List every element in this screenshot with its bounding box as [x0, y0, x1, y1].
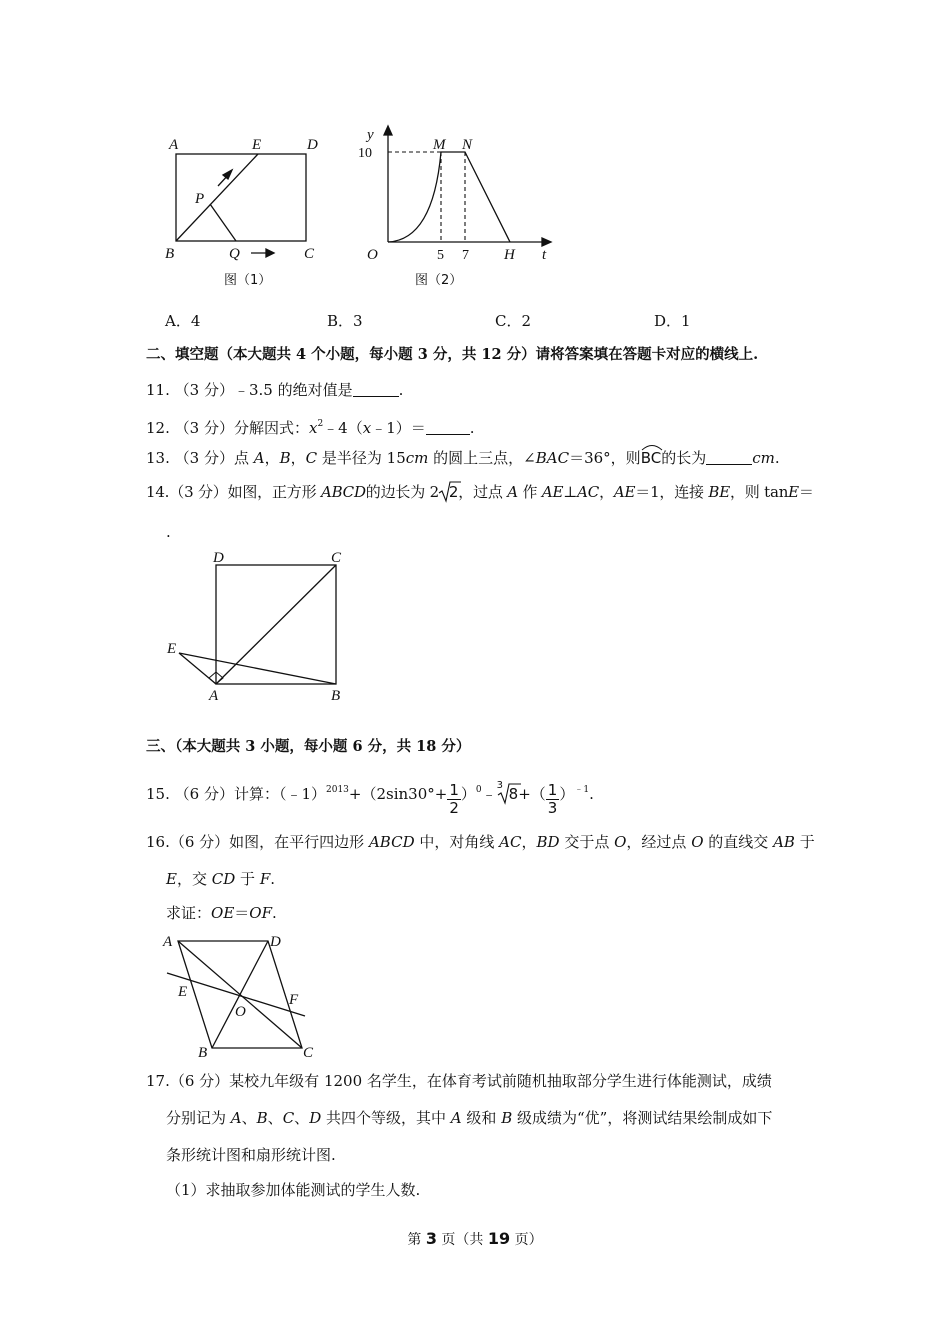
fig2-label-m: M	[433, 137, 446, 153]
fig1-label-p: P	[195, 191, 205, 207]
fig4-label-e: E	[178, 984, 188, 1000]
question-16-line-2: E，交 CD 于 F.	[166, 870, 276, 888]
page-number: 3	[425, 1229, 437, 1248]
fig4-label-a: A	[163, 934, 173, 950]
figure-1	[160, 130, 340, 290]
arc-bc: BC	[641, 448, 662, 468]
fig2-axis-t: t	[542, 247, 547, 263]
fig2-dashes	[388, 152, 465, 242]
fig2-axis-y: y	[367, 127, 374, 143]
fraction-one-half: $\frac{1}{2}$	[449, 781, 459, 817]
fig3-label-c: C	[331, 550, 342, 566]
fig1-label-b: B	[165, 246, 175, 262]
fig4-label-b: B	[198, 1045, 208, 1061]
section-2-header: 二、填空题（本大题共 4 个小题，每小题 3 分，共 12 分）请将答案填在答题卡对应的横线上.	[146, 346, 759, 363]
fig2-caption: 图（2）	[415, 273, 463, 288]
fig1-label-e: E	[252, 137, 262, 153]
fraction-one-third: $\frac{1}{3}$	[547, 781, 558, 817]
option-value: 2	[521, 312, 532, 330]
fig2-tick-7: 7	[462, 248, 469, 263]
fig4-label-c: C	[303, 1045, 314, 1061]
fig1-arrow-q	[251, 249, 274, 257]
section-3-header: 三、（本大题共 3 小题，每小题 6 分，共 18 分）	[146, 738, 471, 755]
option-letter: A．	[165, 312, 191, 330]
fig2-label-n: N	[462, 137, 473, 153]
option-value: 3	[353, 312, 363, 330]
fig4-label-f: F	[289, 992, 299, 1008]
figure-4	[160, 928, 320, 1063]
page-total: 19	[487, 1229, 511, 1248]
q10-option-d[interactable]	[654, 311, 691, 331]
fig4-label-d: D	[270, 934, 281, 950]
option-letter: B．	[327, 312, 354, 330]
question-14-blank-line[interactable]: .	[166, 523, 171, 541]
question-17-line-3: 条形统计图和扇形统计图.	[166, 1146, 336, 1164]
fig2-curve	[388, 152, 510, 242]
question-14: 14.（3 分）如图，正方形 ABCD的边长为 2 2，过点 A 作 AE⊥AC，AE＝1，连接 BE，则 tanE＝	[146, 483, 814, 501]
answer-blank[interactable]	[426, 420, 470, 435]
option-value: 1	[681, 312, 691, 330]
fig1-caption: 图（1）	[224, 273, 272, 288]
fig4-shape	[167, 941, 305, 1048]
cube-root-8: 3 8	[497, 784, 519, 804]
fig3-label-d: D	[213, 550, 224, 566]
q10-option-b[interactable]	[327, 311, 363, 331]
fig1-label-d: D	[307, 137, 318, 153]
fig1-label-q: Q	[229, 246, 240, 262]
answer-blank[interactable]	[706, 450, 752, 465]
fig2-label-h: H	[504, 247, 515, 263]
question-16-prove: 求证：OE＝OF.	[166, 904, 277, 922]
question-11: 11. （3 分）﹣3.5 的绝对值是 .	[146, 381, 404, 399]
question-15: 15. （6 分）计算：（﹣1）$^{2013}$+（2sin30°+ $\frac{1}{2}$ ）$^0$﹣ 3 8+（ $\frac{1}{3}$ ）$^{﹣1}$.	[146, 780, 594, 817]
figure-2	[355, 122, 565, 292]
fig3-label-e: E	[167, 641, 177, 657]
figure-3	[165, 548, 355, 703]
question-12: 12. （3 分）分解因式：$x^2﹣4(x﹣1)=$ .	[146, 419, 475, 437]
question-17-line-2: 分别记为 A、B、C、D 共四个等级，其中 A 级和 B 级成绩为“优”，将测试结果绘制成如下	[166, 1109, 773, 1127]
option-letter: D．	[654, 312, 682, 330]
fig2-origin: O	[367, 247, 378, 263]
fig2-tick-10: 10	[358, 146, 372, 161]
question-17: 17.（6 分）某校九年级有 1200 名学生，在体育考试前随机抽取部分学生进行体能测试，成绩	[146, 1072, 772, 1090]
sqrt-2: 2	[439, 482, 458, 502]
fig3-label-a: A	[209, 688, 219, 704]
question-17-sub-1: （1）求抽取参加体能测试的学生人数.	[166, 1181, 421, 1199]
fig3-label-b: B	[331, 688, 341, 704]
answer-blank[interactable]	[353, 382, 399, 397]
fig3-shape	[179, 565, 336, 684]
q10-option-a[interactable]	[165, 311, 200, 331]
question-13: 13. （3 分）点 A，B，C 是半径为 15cm 的圆上三点，∠BAC＝36°，则 BC的长为 cm.	[146, 448, 780, 468]
fig4-label-o: O	[235, 1004, 246, 1020]
question-16: 16.（6 分）如图，在平行四边形 ABCD 中，对角线 AC，BD 交于点 O，经过点 O 的直线交 AB 于	[146, 833, 815, 851]
fig1-label-c: C	[304, 246, 315, 262]
q10-option-c[interactable]	[495, 311, 531, 331]
option-value: 4	[190, 312, 201, 330]
page-footer: 第 3 页（共 19 页）	[407, 1229, 543, 1248]
fig2-tick-5: 5	[437, 248, 444, 263]
fig1-label-a: A	[169, 137, 179, 153]
option-letter: C．	[495, 312, 522, 330]
